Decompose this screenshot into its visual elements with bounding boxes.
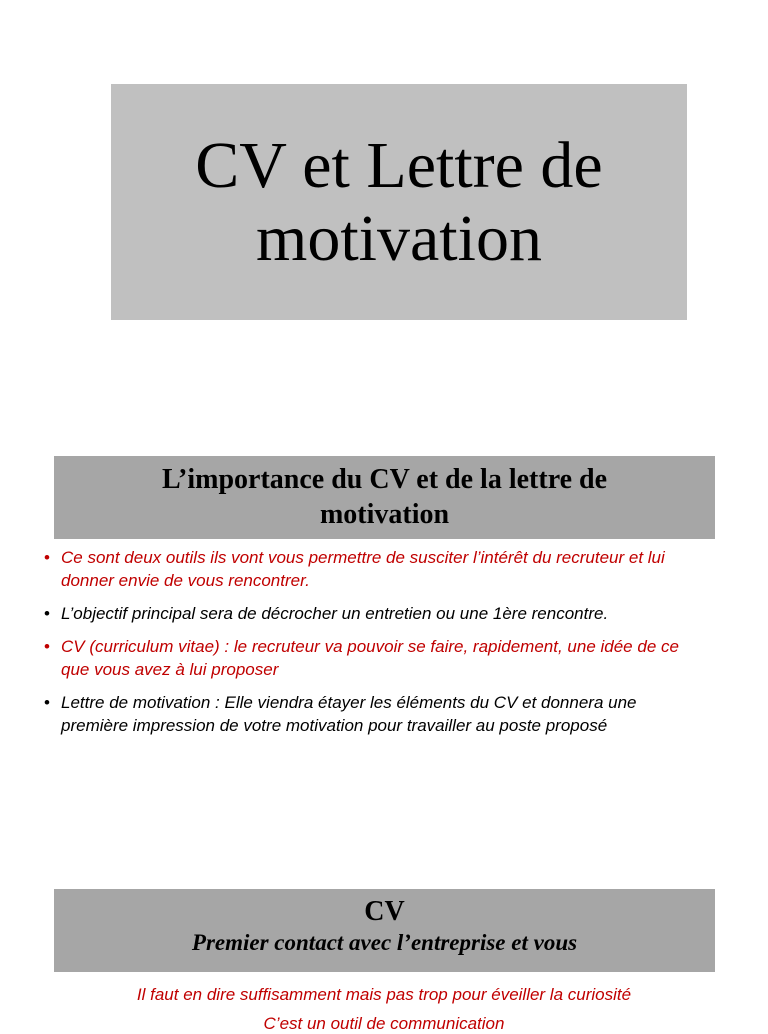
title-line-1: CV et Lettre de [195, 129, 603, 202]
bullet-item [44, 546, 704, 592]
bullet-marker: • [44, 693, 50, 712]
cv-description-line-2: C’est un outil de communication [263, 1014, 505, 1033]
section-header-cv-subtitle: Premier contact avec l’entreprise et vous [191, 930, 578, 955]
section-header-cv [54, 889, 715, 972]
bullet-text: L’objectif principal sera de décrocher un entretien ou une 1ère rencontre. [61, 604, 609, 623]
section-header-title [54, 456, 715, 532]
cv-description-line-1: Il faut en dire suffisamment mais pas trop pour éveiller la curiosité [136, 985, 632, 1004]
bullet-item [44, 602, 704, 625]
bullet-text: CV (curriculum vitae) : le recruteur va pouvoir se faire, rapidement, une idée de ce que vous avez à lui proposer [61, 637, 679, 679]
bullet-marker: • [44, 604, 50, 623]
section-header-line-2: motivation [319, 499, 450, 530]
section-header-line-1: L’importance du CV et de la lettre de [161, 464, 608, 495]
bullet-text: Lettre de motivation : Elle viendra étayer les éléments du CV et donnera une première impression de votre motivation pour travailler au poste proposé [61, 693, 637, 735]
page-title [139, 129, 659, 275]
title-banner [111, 84, 687, 320]
bullet-item [44, 691, 704, 737]
bullet-item [44, 635, 704, 681]
bullet-text: Ce sont deux outils ils vont vous permettre de susciter l’intérêt du recruteur et lui donner envie de vous rencontrer. [61, 548, 665, 590]
bullet-list [44, 546, 704, 747]
section-header-cv-title: CV [364, 896, 405, 927]
bullet-marker: • [44, 548, 50, 567]
bullet-marker: • [44, 637, 50, 656]
section-header-importance [54, 456, 715, 539]
title-line-2: motivation [256, 202, 542, 275]
